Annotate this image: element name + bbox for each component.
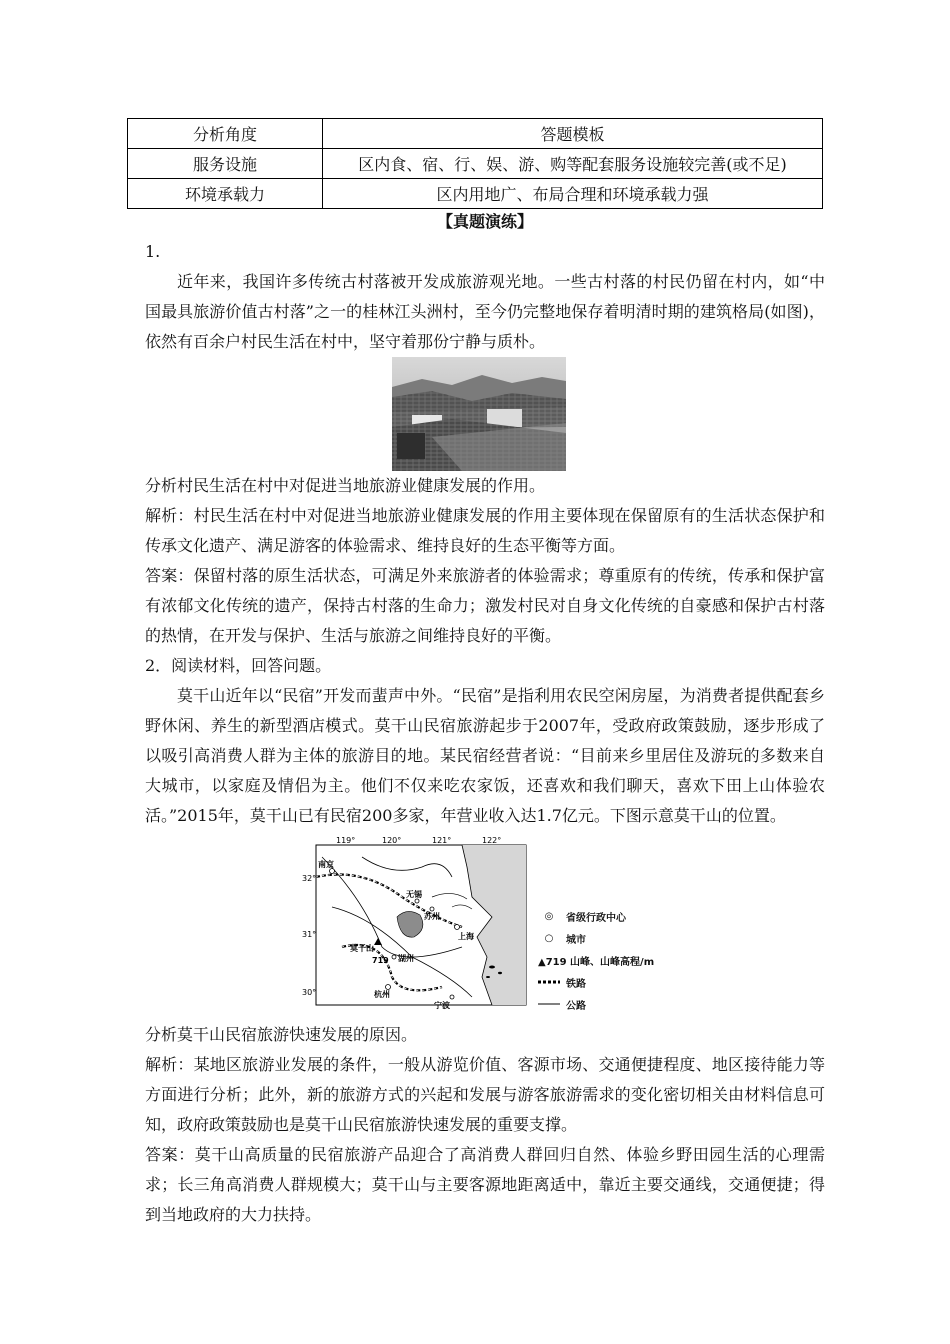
table-header-cell: 分析角度	[128, 119, 323, 149]
legend-item	[538, 927, 654, 949]
legend-label: 铁路	[566, 978, 586, 990]
table-header-row	[128, 119, 823, 149]
legend-item	[538, 905, 654, 927]
legend-label: ▲719 山峰、山峰高程/m	[538, 956, 655, 968]
table-row	[128, 149, 823, 179]
answer-template-table	[127, 118, 823, 209]
question-passage: 近年来，我国许多传统古村落被开发成旅游观光地。一些古村落的村民仍留在村内，如“中国最具旅游价值古村落”之一的桂林江头洲村，至今仍完整地保存着明清时期的建筑格局(如图)，依然有百余户村民生活在村中，坚守着那份宁静与质朴。	[145, 272, 825, 351]
legend-label: 公路	[566, 1000, 586, 1012]
place-label: 湖州	[398, 954, 414, 963]
legend-item	[538, 971, 654, 993]
question-prompt: 分析村民生活在村中对促进当地旅游业健康发展的作用。	[145, 476, 546, 495]
answer-text: 答案：莫干山高质量的民宿旅游产品迎合了高消费人群回归自然、体验乡野田园生活的心理需求；长三角高消费人群规模大；莫干山与主要客源地距离适中，靠近主要交通线，交通便捷；得到当地政府的大力扶持。	[145, 1145, 825, 1224]
question-header: 2．阅读材料，回答问题。	[145, 656, 332, 675]
place-label: 上海	[458, 932, 474, 941]
question-number: 1.	[145, 242, 161, 261]
place-label: 719	[372, 956, 389, 965]
railway-icon	[538, 977, 560, 988]
nanjing-marker	[330, 869, 335, 874]
road-icon	[538, 999, 560, 1010]
map-legend	[538, 905, 654, 1015]
legend-label: 城市	[566, 934, 586, 946]
table-row	[128, 179, 823, 209]
legend-item	[538, 949, 654, 971]
section-title: 【真题演练】	[436, 212, 533, 231]
lat-label: 32°	[302, 874, 317, 883]
document-page	[145, 118, 825, 1230]
table-cell: 区内食、宿、行、娱、游、购等配套服务设施较完善(或不足)	[323, 149, 823, 179]
moganshan-location-map	[302, 837, 662, 1012]
map-figure	[302, 837, 532, 1012]
question-passage: 莫干山近年以“民宿”开发而蜚声中外。“民宿”是指利用农民空闲房屋，为消费者提供配套乡野休闲、养生的新型酒店模式。莫干山民宿旅游起步于2007年，受政府政策鼓励，逐步形成了以吸引高消费人群为主体的旅游目的地。某民宿经营者说：“目前来乡里居住及游玩的多数来自大城市，以家庭及情侣为主。他们不仅来吃农家饭，还喜欢和我们聊天，喜欢下田上山体验农活。”2015年，莫干山已有民宿200多家，年营业收入达1.7亿元。下图示意莫干山的位置。	[145, 686, 825, 825]
provincial-capital-icon: ◎	[544, 910, 554, 922]
table-cell: 区内用地广、布局合理和环境承载力强	[323, 179, 823, 209]
question-prompt: 分析莫干山民宿旅游快速发展的原因。	[145, 1025, 418, 1044]
table-header-cell: 答题模板	[323, 119, 823, 149]
place-label: 南京	[318, 860, 334, 869]
village-photo-image	[392, 357, 566, 471]
city-icon: ○	[544, 932, 554, 944]
lon-label: 121°	[432, 837, 452, 845]
lat-label: 30°	[302, 988, 317, 997]
table-cell: 服务设施	[128, 149, 323, 179]
lon-label: 119°	[336, 837, 356, 845]
place-label: 杭州	[374, 990, 390, 999]
answer-text: 答案：保留村落的原生活状态，可满足外来旅游者的体验需求；尊重原有的传统，传承和保护富有浓郁文化传统的遗产，保持古村落的生命力；激发村民对自身文化传统的自豪感和保护古村落的热情，在开发与保护、生活与旅游之间维持良好的平衡。	[145, 566, 825, 645]
place-label: 苏州	[424, 912, 440, 921]
legend-item	[538, 993, 654, 1015]
place-label: 宁波	[434, 1001, 450, 1010]
analysis-text: 解析：某地区旅游业发展的条件，一般从游览价值、客源市场、交通便捷程度、地区接待能力等方面进行分析；此外，新的旅游方式的兴起和发展与游客旅游需求的变化密切相关由材料信息可知，政府政策鼓励也是莫干山民宿旅游快速发展的重要支撑。	[145, 1055, 825, 1134]
analysis-text: 解析：村民生活在村中对促进当地旅游业健康发展的作用主要体现在保留原有的生活状态保护和传承文化遗产、满足游客的体验需求、维持良好的生态平衡等方面。	[145, 506, 825, 555]
table-cell: 环境承载力	[128, 179, 323, 209]
lon-label: 120°	[382, 837, 402, 845]
place-label: 莫干山	[350, 944, 374, 953]
place-label: 无锡	[406, 890, 422, 899]
legend-label: 省级行政中心	[566, 912, 626, 924]
village-photo	[392, 357, 566, 471]
lon-label: 122°	[482, 837, 502, 845]
lat-label: 31°	[302, 930, 317, 939]
